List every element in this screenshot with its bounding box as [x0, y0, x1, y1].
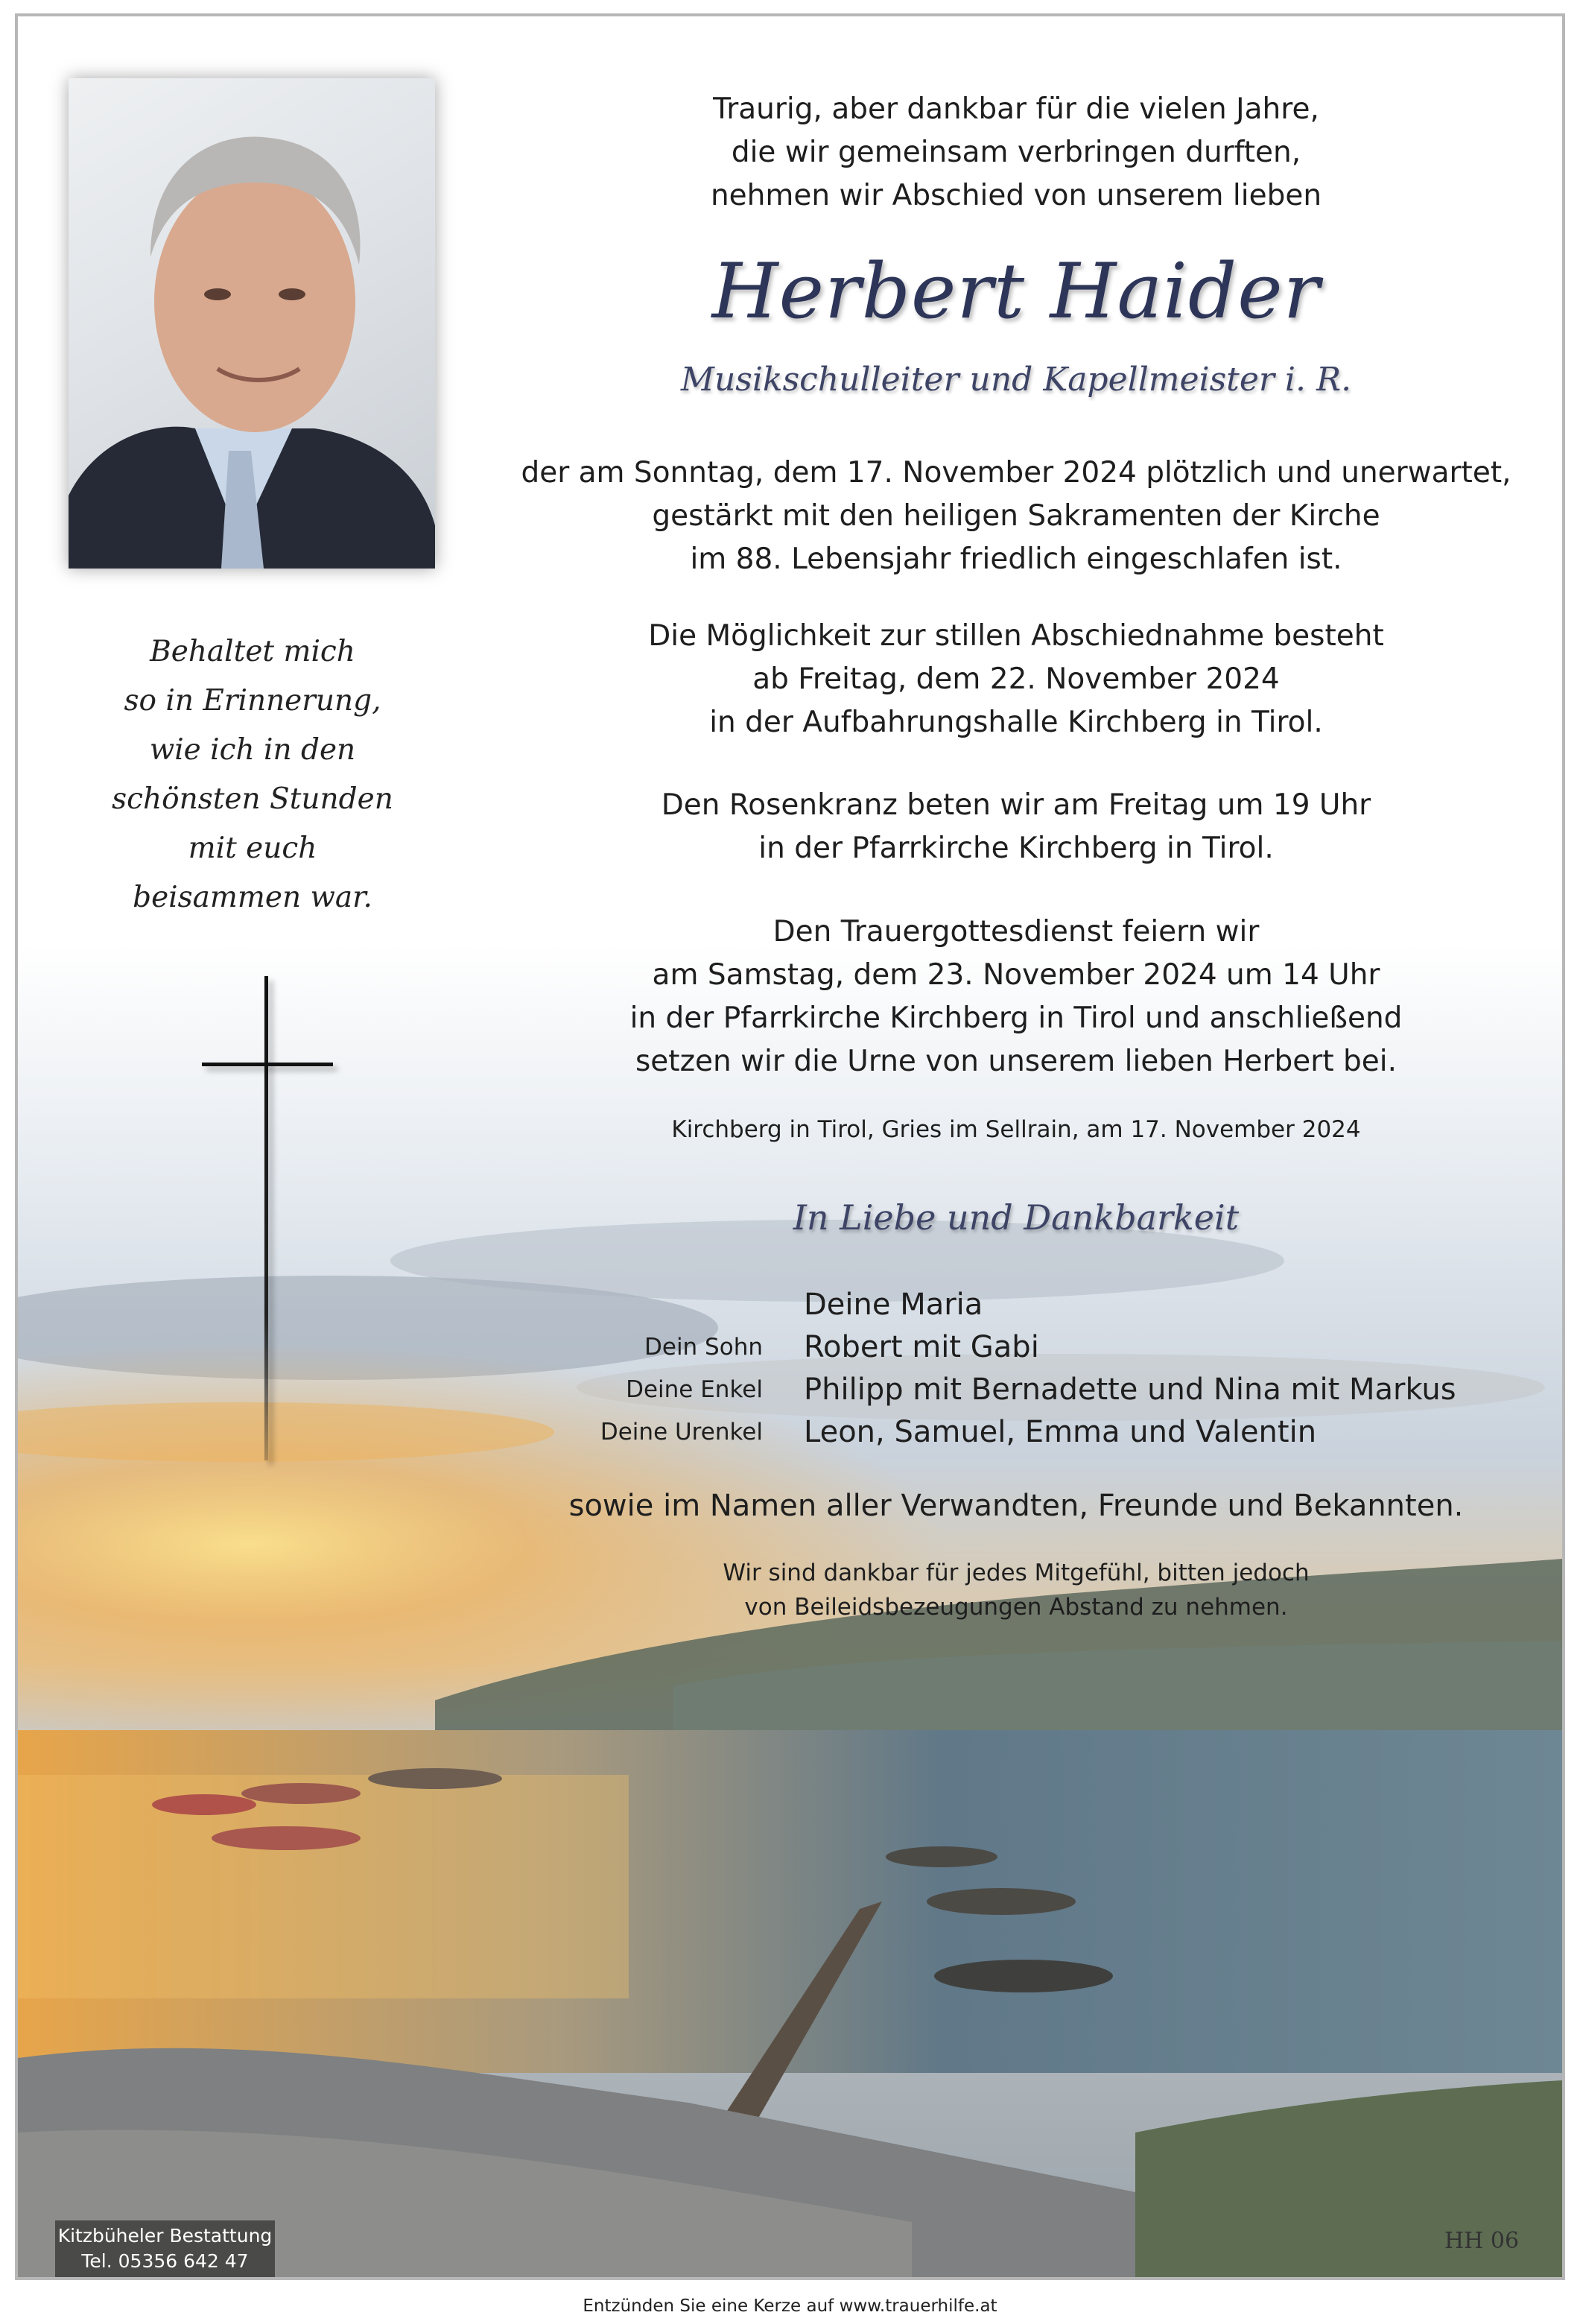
intro-line: nehmen wir Abschied von unserem lieben	[710, 179, 1322, 212]
footer-link-text: Entzünden Sie eine Kerze auf www.trauerhilfe.at	[583, 2296, 997, 2316]
condolence-request	[510, 1556, 1523, 1624]
intro-line: Traurig, aber dankbar für die vielen Jahre,	[713, 92, 1319, 126]
family-relation: Deine Enkel	[626, 1376, 763, 1403]
artist-signature: HH 06	[1444, 2228, 1520, 2254]
notice-line: im 88. Lebensjahr friedlich eingeschlafen ist.	[690, 542, 1342, 576]
family-row	[569, 1326, 1538, 1369]
cross-icon	[264, 976, 268, 1460]
family-row	[569, 1410, 1538, 1454]
family-names: Robert mit Gabi	[804, 1330, 1039, 1364]
place-date: Kirchberg in Tirol, Gries im Sellrain, am 17. November 2024	[671, 1116, 1361, 1143]
verse-line: Behaltet mich	[150, 635, 355, 668]
intro-line: die wir gemeinsam verbringen durften,	[731, 136, 1301, 169]
cross-bar	[202, 1063, 333, 1066]
verse-line: wie ich in den	[149, 733, 356, 767]
undertaker-badge	[55, 2220, 275, 2277]
family-names: Leon, Samuel, Emma und Valentin	[804, 1415, 1317, 1449]
family-relation: Dein Sohn	[644, 1334, 763, 1361]
viewing-line: ab Freitag, dem 22. November 2024	[752, 662, 1280, 696]
service-line: am Samstag, dem 23. November 2024 um 14 Uhr	[652, 958, 1380, 992]
service-line: in der Pfarrkirche Kirchberg in Tirol und anschließend	[629, 1001, 1403, 1035]
rosary-line: in der Pfarrkirche Kirchberg in Tirol.	[758, 832, 1274, 865]
family-row	[569, 1283, 1538, 1326]
rosary-info	[510, 784, 1523, 870]
deceased-name: Herbert Haider	[711, 247, 1321, 336]
request-line: von Beileidsbezeugungen Abstand zu nehmen.	[744, 1594, 1288, 1621]
undertaker-phone: Tel. 05356 642 47	[81, 2250, 249, 2272]
verse-line: schönsten Stunden	[112, 782, 393, 816]
death-notice	[495, 452, 1538, 581]
family-names: Philipp mit Bernadette und Nina mit Markus	[804, 1372, 1456, 1407]
verse-line: mit euch	[188, 832, 317, 865]
parte-frame	[15, 13, 1565, 2280]
portrait-figure	[69, 78, 435, 569]
service-line: Den Trauergottesdienst feiern wir	[772, 915, 1260, 949]
verse-line: so in Erinnerung,	[124, 684, 381, 718]
intro-text	[510, 88, 1523, 218]
closing-heading: In Liebe und Dankbarkeit	[793, 1197, 1240, 1238]
service-info	[510, 911, 1523, 1083]
family-names: Deine Maria	[804, 1288, 983, 1322]
viewing-info	[510, 615, 1523, 744]
notice-line: der am Sonntag, dem 17. November 2024 plötzlich und unerwartet,	[521, 456, 1511, 490]
memorial-verse	[77, 627, 428, 922]
family-row	[569, 1368, 1538, 1411]
portrait-photo	[69, 78, 435, 569]
notice-line: gestärkt mit den heiligen Sakramenten der Kirche	[652, 499, 1380, 533]
undertaker-name: Kitzbüheler Bestattung	[57, 2225, 273, 2247]
family-relation: Deine Urenkel	[600, 1419, 763, 1446]
deceased-title: Musikschulleiter und Kapellmeister i. R.	[680, 361, 1352, 399]
viewing-line: Die Möglichkeit zur stillen Abschiednahme besteht	[648, 619, 1384, 653]
service-line: setzen wir die Urne von unserem lieben Herbert bei.	[635, 1045, 1397, 1078]
verse-line: beisammen war.	[133, 881, 372, 914]
rosary-line: Den Rosenkranz beten wir am Freitag um 19 Uhr	[661, 788, 1371, 822]
request-line: Wir sind dankbar für jedes Mitgefühl, bitten jedoch	[723, 1560, 1310, 1586]
relatives-line: sowie im Namen aller Verwandten, Freunde und Bekannten.	[568, 1489, 1464, 1523]
viewing-line: in der Aufbahrungshalle Kirchberg in Tirol.	[709, 706, 1323, 739]
